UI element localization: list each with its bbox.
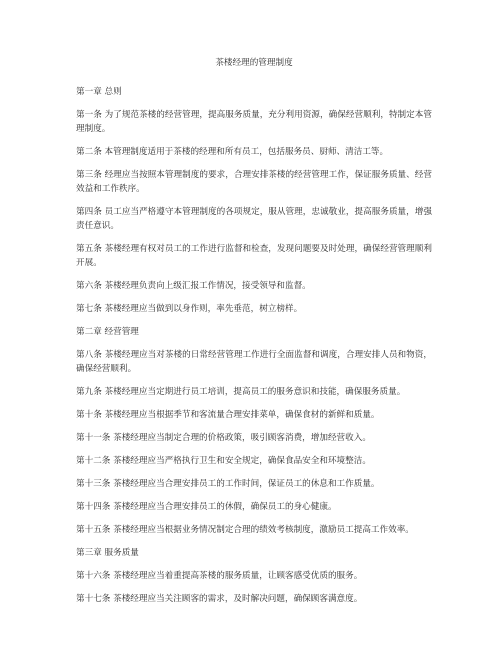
article-paragraph: 第一条 为了规范茶楼的经营管理，提高服务质量，充分利用资源，确保经营顺利，特制定本管理制度。 xyxy=(76,110,432,134)
article-paragraph: 第十一条 茶楼经理应当制定合理的价格政策，吸引顾客消费，增加经营收入。 xyxy=(76,433,371,443)
chapter-heading: 第三章 服务质量 xyxy=(76,548,139,558)
chapter-heading: 第一章 总则 xyxy=(76,87,122,97)
article-paragraph: 第九条 茶楼经理应当定期进行员工培训，提高员工的服务意识和技能，确保服务质量。 xyxy=(76,387,406,397)
article-paragraph: 第二条 本管理制度适用于茶楼的经理和所有员工，包括服务员、厨师、清洁工等。 xyxy=(76,147,389,157)
document-title: 茶楼经理的管理制度 xyxy=(215,58,293,68)
article-paragraph: 第十六条 茶楼经理应当着重提高茶楼的服务质量，让顾客感受优质的服务。 xyxy=(76,571,363,581)
article-paragraph: 第八条 茶楼经理应当对茶楼的日常经营管理工作进行全面监督和调度，合理安排人员和物资，确保经营顺利。 xyxy=(76,350,432,374)
article-paragraph: 第十四条 茶楼经理应当合理安排员工的休假，确保员工的身心健康。 xyxy=(76,502,337,512)
article-paragraph: 第十二条 茶楼经理应当严格执行卫生和安全规定，确保食品安全和环境整洁。 xyxy=(76,456,371,466)
article-paragraph: 第十七条 茶楼经理应当关注顾客的需求，及时解决问题，确保顾客满意度。 xyxy=(76,594,363,604)
article-paragraph: 第十三条 茶楼经理应当合理安排员工的工作时间，保证员工的休息和工作质量。 xyxy=(76,479,380,489)
article-paragraph: 第十五条 茶楼经理应当根据业务情况制定合理的绩效考核制度，激励员工提高工作效率。 xyxy=(76,525,414,535)
chapter-heading: 第二章 经营管理 xyxy=(76,327,139,337)
article-paragraph: 第六条 茶楼经理负责向上级汇报工作情况，接受领导和监督。 xyxy=(76,281,311,291)
article-paragraph: 第七条 茶楼经理应当做到以身作则，率先垂范，树立榜样。 xyxy=(76,304,303,314)
article-paragraph: 第五条 茶楼经理有权对员工的工作进行监督和检查，发现问题要及时处理，确保经营管理顺利开展。 xyxy=(76,244,432,268)
article-paragraph: 第三条 经理应当按照本管理制度的要求，合理安排茶楼的经营管理工作，保证服务质量、经营效益和工作秩序。 xyxy=(76,170,432,194)
article-paragraph: 第十条 茶楼经理应当根据季节和客流量合理安排菜单，确保食材的新鲜和质量。 xyxy=(76,410,380,420)
article-paragraph: 第四条 员工应当严格遵守本管理制度的各项规定，服从管理，忠诚敬业，提高服务质量，增强责任意识。 xyxy=(76,207,432,231)
